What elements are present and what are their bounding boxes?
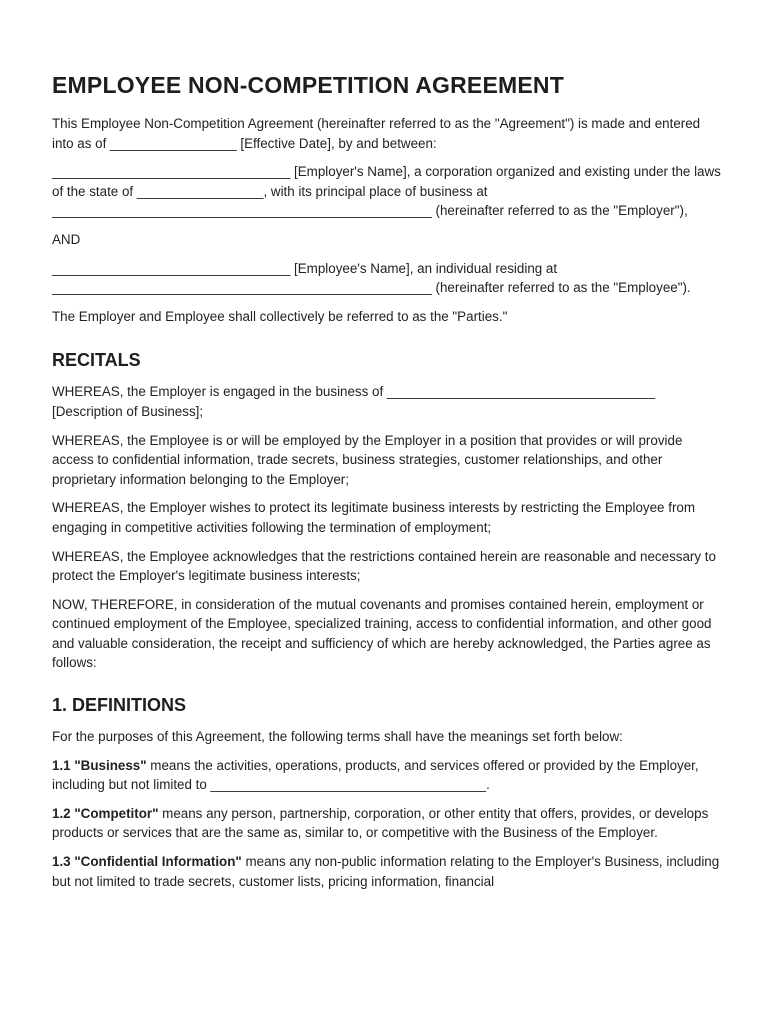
recital-item: WHEREAS, the Employer is engaged in the business of ____________________________________ [Description of Business]; [52, 384, 659, 419]
employer-paragraph: ________________________________ [Employer's Name], a corporation organized and existing under the laws of the state of _________________, with its principal place of business at ___________________________________________________ (hereinafter referred to as the "Employer"), [52, 164, 725, 219]
employee-paragraph: ________________________________ [Employee's Name], an individual residing at ___________________________________________________ (hereinafter referred to as the "Employee"). [52, 260, 691, 296]
intro-paragraph: This Employee Non-Competition Agreement (hereinafter referred to as the "Agreement") is made and entered into as of _________________ [Effective Date], by and between: [52, 116, 704, 151]
recital-item: WHEREAS, the Employer wishes to protect its legitimate business interests by restricting the Employee from engaging in competitive activities following the termination of employment; [52, 500, 699, 535]
definition-competitor [52, 804, 722, 843]
document-content [52, 70, 725, 900]
document-title: EMPLOYEE NON-COMPETITION AGREEMENT [52, 72, 564, 98]
and-label: AND [52, 231, 81, 247]
definition-confidential-information [52, 852, 722, 891]
definition-term: 1.1 "Business" [52, 757, 147, 773]
recital-item: WHEREAS, the Employee is or will be employed by the Employer in a position that provides or will provide access to confidential information, trade secrets, business strategies, customer relationships, and other proprietary information belonging to the Employer; [52, 432, 687, 487]
parties-paragraph: The Employer and Employee shall collectively be referred to as the "Parties." [52, 308, 508, 324]
recitals-heading: RECITALS [52, 350, 141, 371]
definition-term: 1.2 "Competitor" [52, 805, 159, 821]
definition-business [52, 756, 722, 795]
definition-term: 1.3 "Confidential Information" [52, 854, 242, 870]
definition-text: means the activities, operations, products, and services offered or provided by the Employer, including but not limited to _____________________________________. [52, 757, 703, 793]
definitions-heading: 1. DEFINITIONS [52, 695, 187, 716]
definition-text: means any person, partnership, corporation, or other entity that offers, provides, or develops products or services that are the same as, similar to, or competitive with the Business of the Employer. [52, 805, 713, 841]
definition-text: means any non-public information relating to the Employer's Business, including but not limited to trade secrets, customer lists, pricing information, financial [52, 854, 723, 889]
recital-item: WHEREAS, the Employee acknowledges that the restrictions contained herein are reasonable and necessary to protect the Employer's legitimate business interests; [52, 548, 720, 584]
definitions-intro: For the purposes of this Agreement, the following terms shall have the meanings set forth below: [52, 729, 623, 745]
recital-now-therefore: NOW, THEREFORE, in consideration of the mutual covenants and promises contained herein, employment or continued employment of the Employee, specialized training, access to confidential information, and other good and valuable consideration, the receipt and sufficiency of which are hereby acknowledged, the Parties agree as follows: [52, 596, 716, 671]
